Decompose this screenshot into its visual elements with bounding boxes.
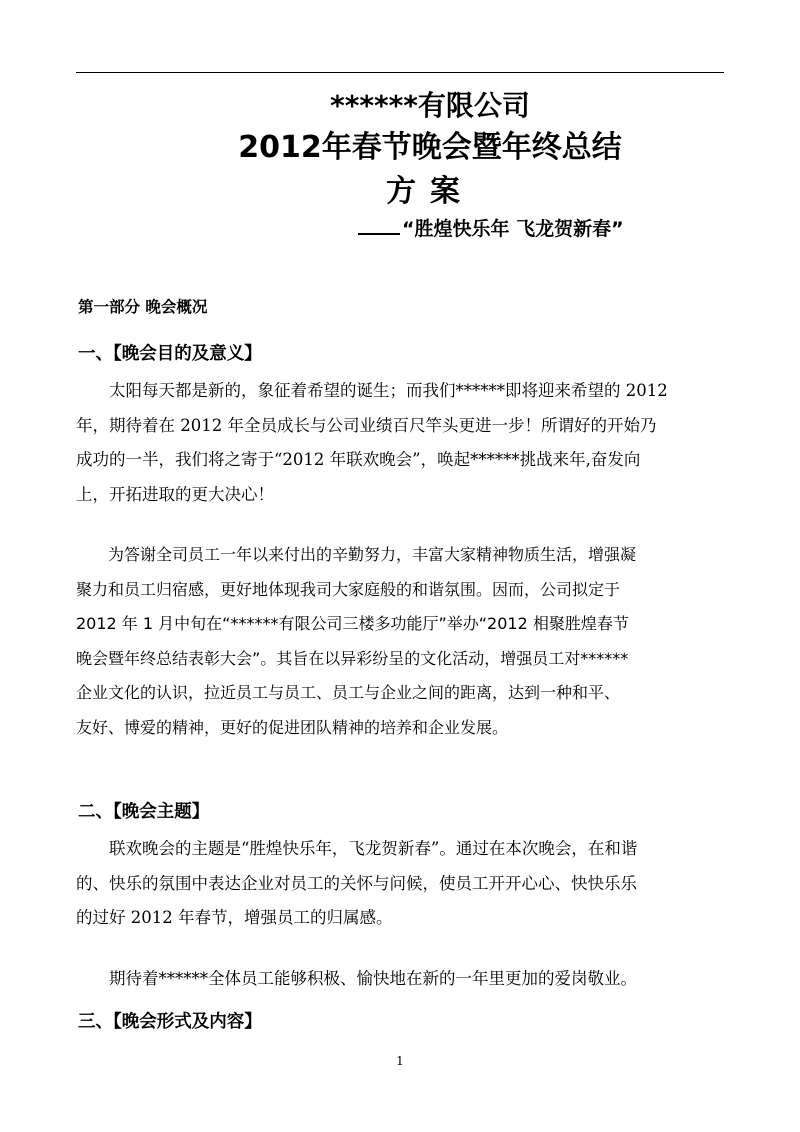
section-heading-format: 三、【晚会形式及内容】 (78, 1012, 262, 1032)
paragraph-theme-1 (76, 832, 726, 936)
part-title: 第一部分 晚会概况 (78, 297, 208, 316)
paragraph-line: 上，开拓进取的更大决心！ (76, 484, 274, 504)
paragraph-line: 企业文化的认识，拉近员工与员工、员工与企业之间的距离，达到一种和平、 (76, 683, 621, 702)
paragraph-line: 聚力和员工归宿感，更好地体现我司大家庭般的和谐氛围。因而，公司拟定于 (76, 579, 621, 599)
document-title-company: ******有限公司 (330, 89, 530, 122)
section-heading-theme: 二、【晚会主题】 (78, 802, 210, 822)
subtitle-text: “胜煌快乐年 飞龙贺新春” (402, 218, 624, 240)
paragraph-line: 为答谢全司员工一年以来付出的辛勤努力，丰富大家精神物质生活，增强凝 (108, 545, 637, 564)
paragraph-line: 友好、博爱的精神，更好的促进团队精神的培养和企业发展。 (76, 717, 509, 737)
paragraph-line: 的过好 2012 年春节，增强员工的归属感。 (76, 908, 393, 927)
paragraph-line: 2012 年 1 月中旬在“******有限公司三楼多功能厅”举办“2012 相聚胜煌春节 (76, 614, 629, 633)
paragraph-purpose-1 (76, 374, 726, 512)
paragraph-line: 年，期待着在 2012 年全员成长与公司业绩百尺竿头更进一步！所谓好的开始乃 (76, 415, 657, 435)
paragraph-line: 的、快乐的氛围中表达企业对员工的关怀与问候，使员工开开心心、快快乐乐 (76, 873, 637, 893)
paragraph-purpose-2 (76, 538, 726, 745)
document-title-plan: 方案 (386, 174, 474, 209)
paragraph-line: 太阳每天都是新的，象征着希望的诞生；而我们******即将迎来希望的 2012 (109, 381, 668, 400)
document-subtitle (358, 214, 624, 241)
paragraph-line: 成功的一半，我们将之寄于“2012 年联欢晚会”，唤起******挑战来年,奋发向 (76, 450, 641, 469)
paragraph-theme-2 (76, 962, 726, 997)
document-title-event: 2012年春节晚会暨年终总结 (238, 130, 622, 165)
subtitle-underline (358, 219, 400, 235)
paragraph-line: 期待着******全体员工能够积极、愉快地在新的一年里更加的爱岗敬业。 (109, 969, 637, 988)
section-heading-purpose: 一、【晚会目的及意义】 (78, 344, 262, 364)
header-rule (76, 72, 724, 73)
paragraph-line: 晚会暨年终总结表彰大会”。其旨在以异彩纷呈的文化活动，增强员工对****** (76, 648, 629, 668)
paragraph-line: 联欢晚会的主题是“胜煌快乐年，飞龙贺新春”。通过在本次晚会，在和谐 (109, 839, 638, 858)
page-number: 1 (396, 1054, 404, 1068)
